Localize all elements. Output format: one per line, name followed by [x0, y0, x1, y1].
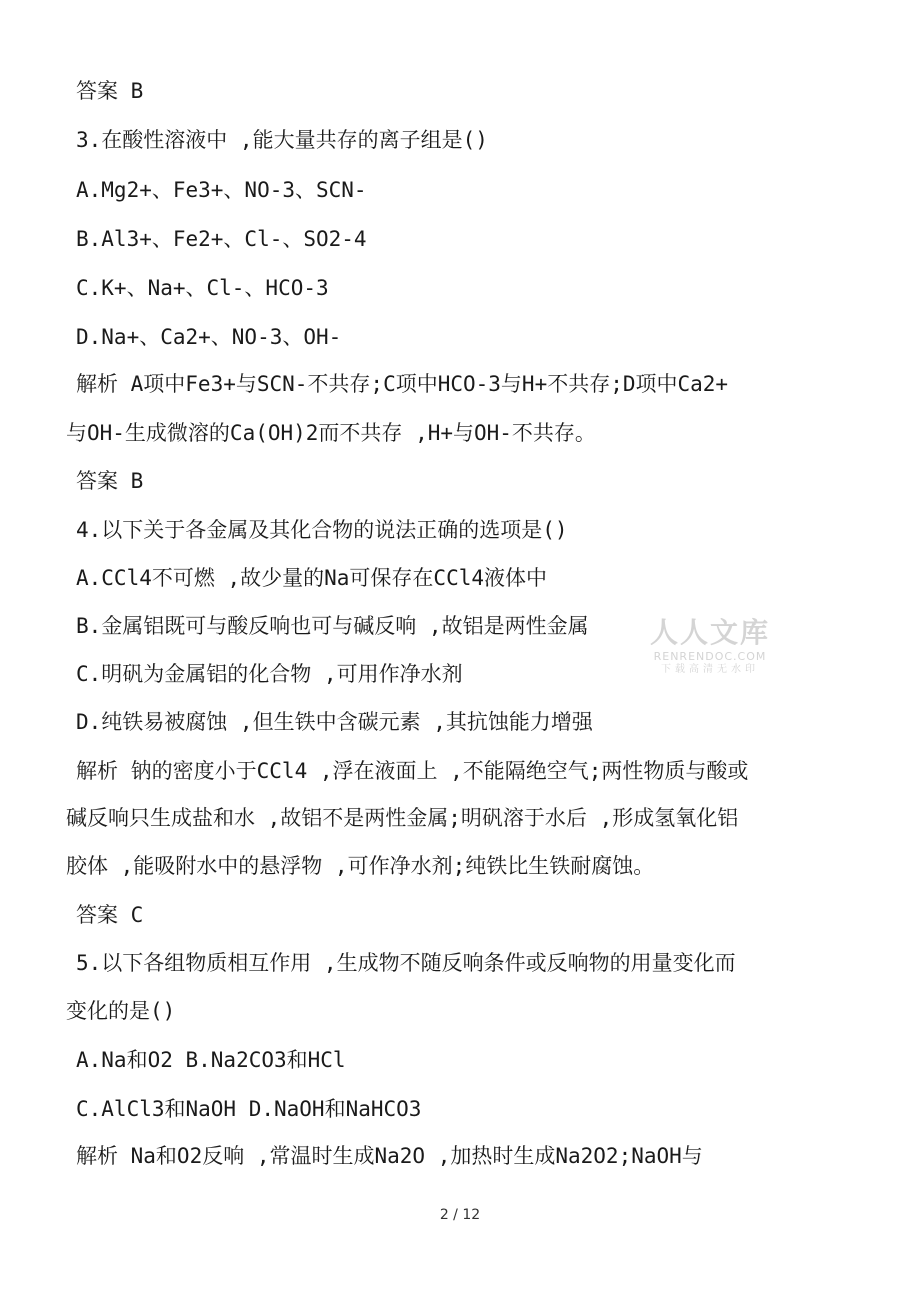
- options-cd: C.AlCl3和NaOH D.NaOH和NaHCO3: [76, 1097, 422, 1121]
- option-d: D.纯铁易被腐蚀 ,但生铁中含碳元素 ,其抗蚀能力增强: [76, 710, 593, 734]
- watermark: [646, 616, 774, 676]
- analysis-line: 胶体 ,能吸附水中的悬浮物 ,可作净水剂;纯铁比生铁耐腐蚀。: [66, 854, 655, 878]
- question-3: 3.在酸性溶液中 ,能大量共存的离子组是(): [76, 128, 488, 152]
- analysis-line: 与OH-生成微溶的Ca(OH)2而不共存 ,H+与OH-不共存。: [66, 421, 596, 445]
- answer-line: 答案 B: [76, 469, 144, 493]
- option-d: D.Na+、Ca2+、NO-3、OH-: [76, 325, 342, 349]
- answer-line: 答案 C: [76, 903, 144, 927]
- question-4: 4.以下关于各金属及其化合物的说法正确的选项是(): [76, 518, 568, 542]
- question-5: 5.以下各组物质相互作用 ,生成物不随反响条件或反响物的用量变化而: [76, 951, 736, 975]
- analysis-line: 解析 A项中Fe3+与SCN-不共存;C项中HCO-3与H+不共存;D项中Ca2+: [76, 372, 729, 396]
- watermark-tagline: 下载高清无水印: [661, 664, 759, 675]
- answer-line: 答案 B: [76, 79, 144, 103]
- analysis-line: 解析 Na和O2反响 ,常温时生成Na2O ,加热时生成Na2O2;NaOH与: [76, 1144, 703, 1168]
- option-b: B.Al3+、Fe2+、Cl-、SO2-4: [76, 227, 367, 251]
- option-a: A.Mg2+、Fe3+、NO-3、SCN-: [76, 178, 367, 202]
- option-c: C.明矾为金属铝的化合物 ,可用作净水剂: [76, 662, 463, 686]
- question-5-continued: 变化的是(): [66, 999, 176, 1023]
- options-ab: A.Na和O2 B.Na2CO3和HCl: [76, 1048, 346, 1072]
- analysis-line: 解析 钠的密度小于CCl4 ,浮在液面上 ,不能隔绝空气;两性物质与酸或: [76, 759, 749, 783]
- watermark-domain: RENRENDOC.COM: [653, 650, 767, 663]
- option-a: A.CCl4不可燃 ,故少量的Na可保存在CCl4液体中: [76, 566, 548, 590]
- analysis-line: 碱反响只生成盐和水 ,故铝不是两性金属;明矾溶于水后 ,形成氢氧化铝: [66, 806, 739, 830]
- option-b: B.金属铝既可与酸反响也可与碱反响 ,故铝是两性金属: [76, 614, 589, 638]
- page-number: 2 / 12: [439, 1207, 481, 1223]
- watermark-logo: 人人文库: [649, 616, 770, 649]
- option-c: C.K+、Na+、Cl-、HCO-3: [76, 276, 329, 300]
